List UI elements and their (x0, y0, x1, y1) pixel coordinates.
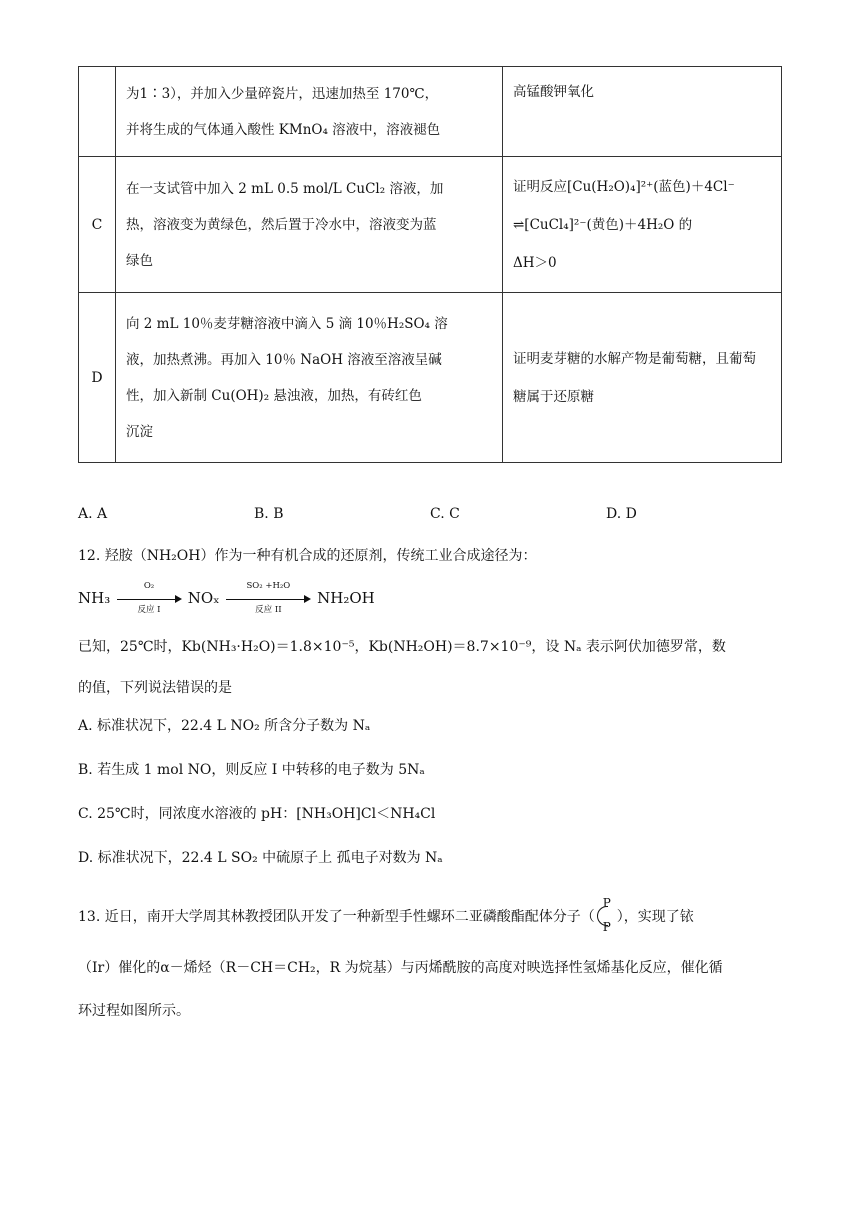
arrow-label-bottom: 反应 II (255, 605, 282, 615)
q12-option-d: D. 标准状况下，22.4 L SO₂ 中硫原子上 孤电子对数为 Nₐ (78, 850, 443, 866)
arrow-label-top: O₂ (143, 581, 155, 591)
purpose-cell (503, 293, 782, 463)
table-row (79, 293, 782, 463)
q12-stem: 12. 羟胺（NH₂OH）作为一种有机合成的还原剂，传统工业合成途径为： (78, 548, 537, 564)
q13-text: ），实现了铱 (616, 909, 694, 925)
q13-line3: 环过程如图所示。 (78, 1003, 190, 1019)
purpose-cell (503, 67, 782, 157)
cell-line: 并将生成的气体通入酸性 KMnO₄ 溶液中，溶液褪色 (126, 121, 441, 138)
option-b: B. B (254, 506, 284, 522)
cell-line: ⇌[CuCl₄]²⁻(黄色)＋4H₂O 的 (513, 216, 693, 233)
cell-line: 绿色 (126, 252, 153, 269)
q12-option-c: C. 25℃时，同浓度水溶液的 pH：[NH₃OH]Cl＜NH₄Cl (78, 806, 436, 822)
q13-text: 13. 近日，南开大学周其林教授团队开发了一种新型手性螺环二亚磷酸酯配体分子（ (78, 909, 595, 925)
ligand-p-bottom: P (602, 920, 611, 934)
row-label (79, 67, 116, 157)
arrow-label-top: SO₂ +H₂O (246, 581, 291, 591)
ligand-icon (595, 896, 617, 934)
experiment-table (78, 66, 782, 463)
purpose-cell (503, 157, 782, 293)
arrow-head-icon (304, 595, 311, 603)
cell-line: ΔH＞0 (513, 254, 557, 271)
cell-line: 热，溶液变为黄绿色，然后置于冷水中，溶液变为蓝 (126, 216, 437, 233)
cell-line: 糖属于还原糖 (513, 388, 594, 405)
experiment-cell (116, 157, 503, 293)
ligand-p-top: P (602, 896, 611, 910)
q12-option-a: A. 标准状况下，22.4 L NO₂ 所含分子数为 Nₐ (78, 718, 371, 734)
route-end: NH₂OH (317, 589, 375, 607)
option-a: A. A (78, 506, 108, 522)
reaction-arrow-1 (117, 581, 181, 615)
cell-line: 证明反应[Cu(H₂O)₄]²⁺(蓝色)＋4Cl⁻ (513, 178, 735, 195)
route-start: NH₃ (78, 589, 111, 607)
cell-line: 液，加热煮沸。再加入 10％ NaOH 溶液至溶液呈碱 (126, 351, 442, 368)
cell-line: 沉淀 (126, 423, 153, 440)
q13-line1 (78, 896, 694, 934)
cell-line: 证明麦芽糖的水解产物是葡萄糖，且葡萄 (513, 350, 756, 367)
cell-line: 性，加入新制 Cu(OH)₂ 悬浊液，加热，有砖红色 (126, 387, 422, 404)
arrow-head-icon (175, 595, 182, 603)
cell-line: 向 2 mL 10％麦芽糖溶液中滴入 5 滴 10％H₂SO₄ 溶 (126, 315, 448, 332)
route-middle: NOₓ (187, 589, 220, 607)
q12-given-line2: 的值，下列说法错误的是 (78, 680, 232, 696)
experiment-cell (116, 293, 503, 463)
arrow-label-bottom: 反应 I (137, 605, 161, 615)
option-c: C. C (430, 506, 460, 522)
cell-line: 为1∶3），并加入少量碎瓷片，迅速加热至 170℃， (126, 85, 439, 102)
q12-given-line1: 已知，25℃时，Kb(NH₃·H₂O)＝1.8×10⁻⁵，Kb(NH₂OH)＝8.7×10⁻⁹，设 Nₐ 表示阿伏加德罗常，数 (78, 639, 726, 655)
table-row (79, 67, 782, 157)
cell-line: 高锰酸钾氧化 (513, 84, 594, 100)
table-row (79, 157, 782, 293)
q12-route (78, 581, 375, 615)
experiment-cell (116, 67, 503, 157)
reaction-arrow-2 (226, 581, 310, 615)
row-label: D (79, 293, 116, 463)
q12-option-b: B. 若生成 1 mol NO，则反应 I 中转移的电子数为 5Nₐ (78, 762, 425, 778)
q13-line2: （Ir）催化的α－烯烃（R－CH＝CH₂，R 为烷基）与丙烯酰胺的高度对映选择性氢烯基化反应，催化循 (78, 960, 723, 976)
option-d: D. D (606, 506, 637, 522)
row-label: C (79, 157, 116, 293)
cell-line: 在一支试管中加入 2 mL 0.5 mol/L CuCl₂ 溶液，加 (126, 180, 444, 197)
